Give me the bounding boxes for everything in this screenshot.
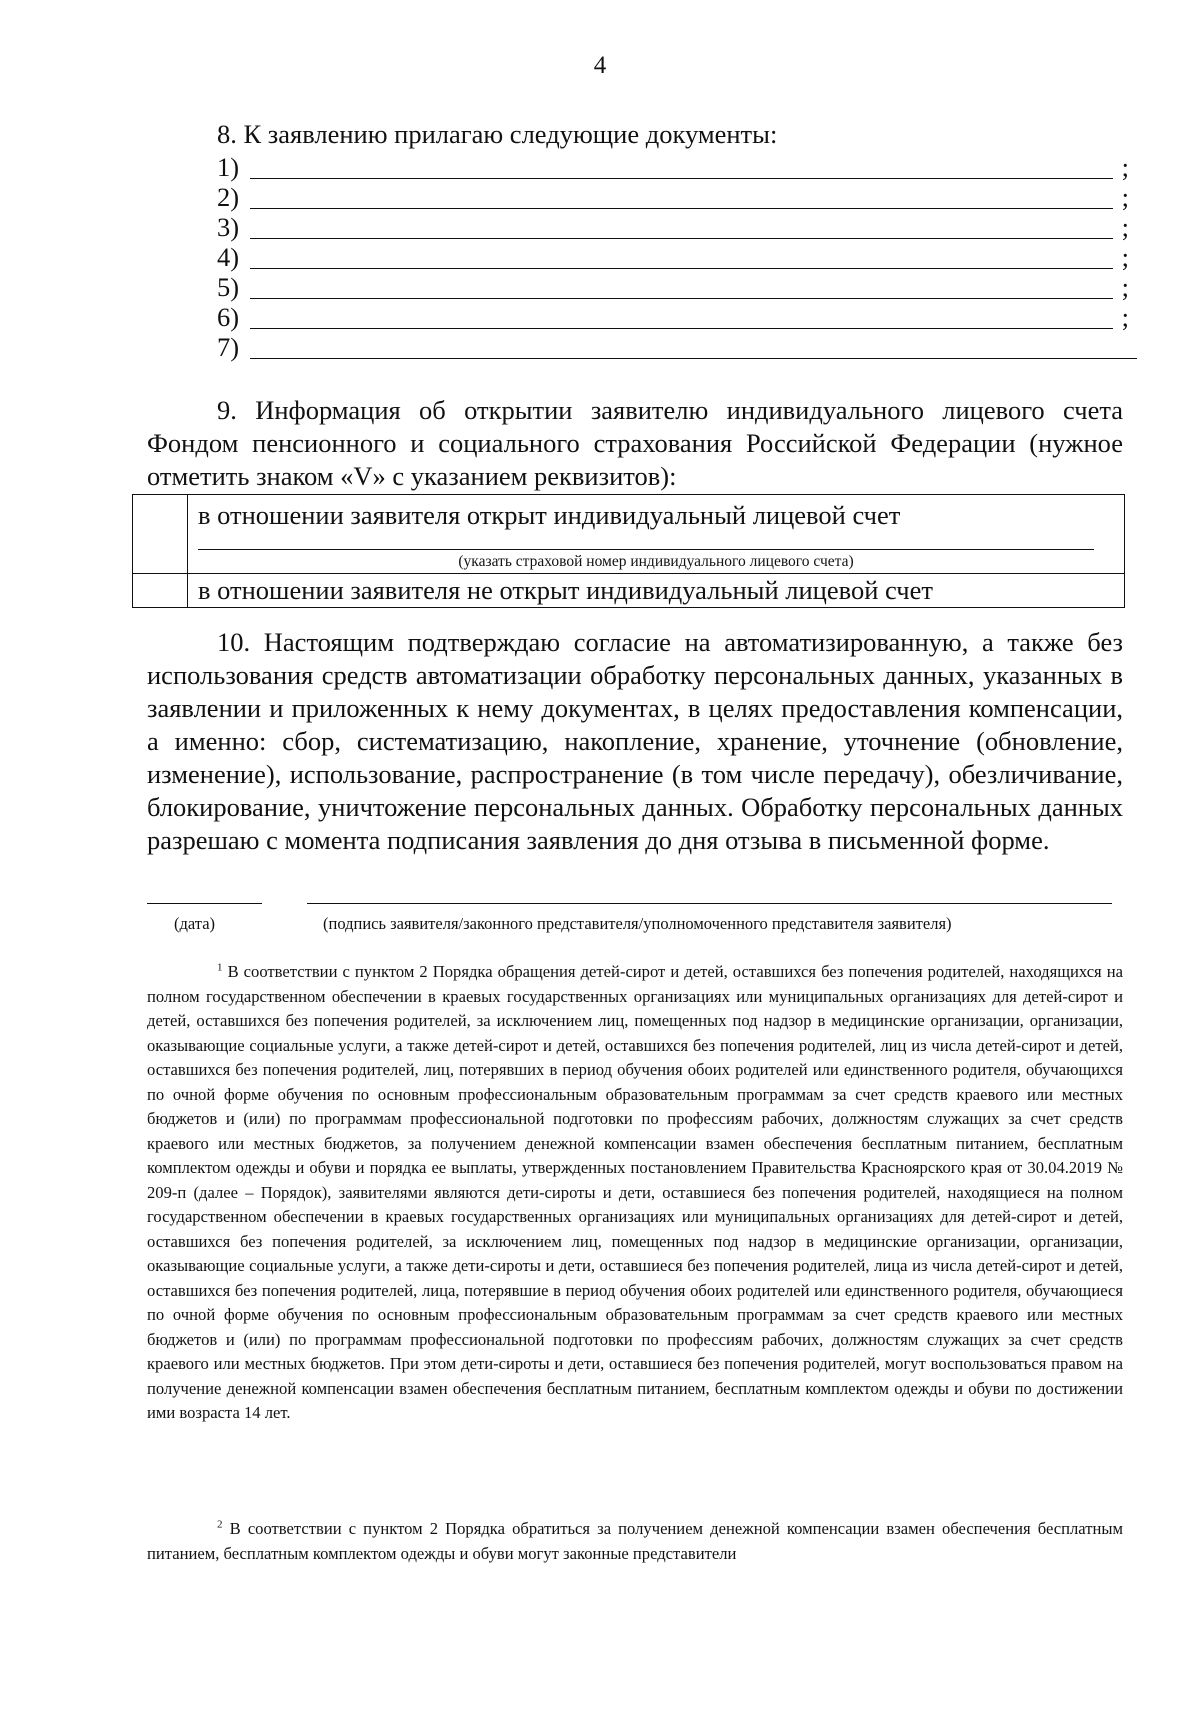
- date-field[interactable]: [147, 903, 262, 904]
- document-line-5[interactable]: [217, 271, 1137, 304]
- signature-field[interactable]: [307, 903, 1112, 904]
- footnote-1: [147, 960, 1123, 1426]
- footnote-2-mark: 2: [217, 1518, 223, 1531]
- document-line-number: 3): [217, 212, 240, 242]
- document-line-number: 5): [217, 272, 240, 302]
- document-line-number: 6): [217, 302, 240, 332]
- fill-in-rule: [250, 358, 1137, 359]
- option-account-not-open-row: [133, 574, 1125, 608]
- signature-block: [147, 903, 1123, 953]
- line-terminator: ;: [1121, 212, 1129, 242]
- document-line-number: 2): [217, 182, 240, 212]
- page-number: 4: [593, 52, 607, 79]
- option-account-open-cell: [188, 495, 1125, 574]
- line-terminator: ;: [1121, 242, 1129, 272]
- footnote-2-text: В соответствии с пунктом 2 Порядка обратиться за получением денежной компенсации взамен обеспечения бесплатным питанием, бесплатным комплектом одежды и обуви могут законные представители: [147, 1519, 1123, 1563]
- document-line-6[interactable]: [217, 301, 1137, 334]
- account-status-table: [132, 494, 1125, 608]
- fill-in-rule: [250, 208, 1113, 209]
- line-terminator: ;: [1121, 302, 1129, 332]
- footnote-2: [147, 1517, 1123, 1566]
- document-line-number: 7): [217, 332, 240, 362]
- fill-in-rule: [250, 328, 1113, 329]
- section-9-text: 9. Информация об открытии заявителю индивидуального лицевого счета Фондом пенсионного и социального страхования Российской Федерации (нужное отметить знаком «V» с указанием реквизитов):: [147, 395, 1123, 491]
- option-account-not-open-checkbox[interactable]: [133, 574, 188, 608]
- document-line-4[interactable]: [217, 241, 1137, 274]
- line-terminator: ;: [1121, 272, 1129, 302]
- insurance-number-hint: (указать страховой номер индивидуального лицевого счета): [458, 553, 854, 570]
- date-label: (дата): [174, 914, 216, 933]
- option-account-open-row: [133, 495, 1125, 574]
- section-8-heading: 8. К заявлению прилагаю следующие документы:: [217, 119, 778, 149]
- option-account-not-open-label: в отношении заявителя не открыт индивидуальный лицевой счет: [198, 575, 933, 605]
- fill-in-rule: [250, 238, 1113, 239]
- signature-label: (подпись заявителя/законного представителя/уполномоченного представителя заявителя): [323, 914, 952, 933]
- document-line-1[interactable]: [217, 151, 1137, 184]
- fill-in-rule: [250, 298, 1113, 299]
- option-account-not-open-cell: [188, 574, 1125, 608]
- document-line-number: 1): [217, 152, 240, 182]
- footnote-1-text: В соответствии с пунктом 2 Порядка обращения детей-сирот и детей, оставшихся без попечения родителей, находящихся на полном государственном обеспечении в краевых государственных организациях или муниципальных организациях для детей-сирот и детей, оставшихся без попечения родителей, за исключением лиц, помещенных под надзор в медицинские организации, организации, оказывающие социальные услуги, а также детей-сирот и детей, оставшихся без попечения родителей, лиц из числа детей-сирот и детей, оставшихся без попечения родителей, лиц, потерявших в период обучения обоих родителей или единственного родителя, обучающихся по очной форме обучения по основным профессиональным образовательным программам за счет средств краевого или местных бюджетов и (или) по программам профессиональной подготовки по профессиям рабочих, должностям служащих за счет средств краевого или местных бюджетов, за получением денежной компенсации взамен обеспечения бесплатным питанием, бесплатным комплектом одежды и обуви и порядка ее выплаты, утвержденных постановлением Правительства Красноярского края от 30.04.2019 № 209-п (далее – Порядок), заявителями являются дети-сироты и дети, оставшиеся без попечения родителей, находящиеся на полном государственном обеспечении в краевых государственных организациях или муниципальных организациях для детей-сирот и детей, оставшихся без попечения родителей, за исключением лиц, помещенных под надзор в медицинские организации, организации, оказывающие социальные услуги, а также дети-сироты и дети, оставшиеся без попечения родителей, лица из числа детей-сирот и детей, оставшихся без попечения родителей, лица, потерявшие в период обучения обоих родителей или единственного родителя, обучающиеся по очной форме обучения по основным профессиональным образовательным программам за счет средств краевого или местных бюджетов и (или) по программам профессиональной подготовки по профессиям рабочих, должностям служащих за счет средств краевого или местных бюджетов. При этом дети-сироты и дети, оставшиеся без попечения родителей, могут воспользоваться правом на получение денежной компенсации взамен обеспечения бесплатным питанием, бесплатным комплектом одежды и обуви по достижении ими возраста 14 лет.: [147, 962, 1123, 1422]
- footnote-1-mark: 1: [217, 961, 223, 974]
- fill-in-rule: [250, 268, 1113, 269]
- fill-in-rule: [250, 178, 1113, 179]
- document-line-2[interactable]: [217, 181, 1137, 214]
- document-line-number: 4): [217, 242, 240, 272]
- document-line-3[interactable]: [217, 211, 1137, 244]
- option-account-open-label: в отношении заявителя открыт индивидуальный лицевой счет: [198, 500, 901, 530]
- document-line-7[interactable]: [217, 331, 1137, 364]
- line-terminator: ;: [1121, 152, 1129, 182]
- option-account-open-checkbox[interactable]: [133, 495, 188, 574]
- section-10-consent-text: 10. Настоящим подтверждаю согласие на автоматизированную, а также без использования средств автоматизации обработку персональных данных, указанных в заявлении и приложенных к нему документах, в целях предоставления компенсации, а именно: сбор, систематизацию, накопление, хранение, уточнение (обновление, изменение), использование, распространение (в том числе передачу), обезличивание, блокирование, уничтожение персональных данных. Обработку персональных данных разрешаю с момента подписания заявления до дня отзыва в письменной форме.: [147, 627, 1123, 855]
- line-terminator: ;: [1121, 182, 1129, 212]
